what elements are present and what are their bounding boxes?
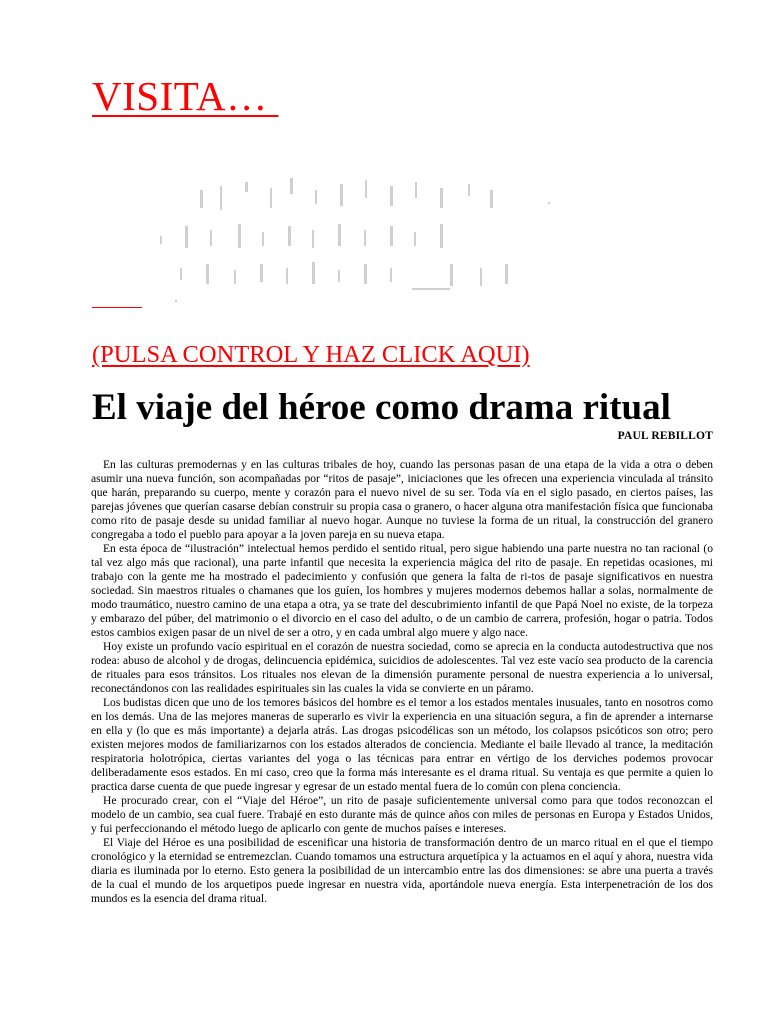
visita-link[interactable]: VISITA… [92, 73, 279, 119]
paragraph: En esta época de “ilustración” intelectual hemos perdido el sentido ritual, pero sigue habiendo una parte nuestra no tan racional (o tal vez algo más que racional), una parte infantil que necesita la experiencia mágica del rito de pasaje. En repetidas ocasiones, mi trabajo con la gente me ha mostrado el padecimiento y confusión que genera la falta de ri-tos de pasaje significativos en nuestra sociedad. Sin maestros rituales o chamanes que los guíen, los hombres y mujeres modernos debemos hallar a solas, normalmente de modo traumático, nuestro camino de una etapa a otra, ya se trate del descubrimiento infantil de que Papá Noel no existe, de la torpeza y embarazo del púber, del matrimonio o el divorcio en el caso del adulto, o de un cambio de carrera, profesión, hogar o patria. Todos estos cambios exigen pasar de un nivel de ser a otro, y en cada umbral algo muere y algo nace. [91, 543, 713, 639]
faint-logo-image [150, 160, 550, 310]
article-title: El viaje del héroe como drama ritual [92, 387, 671, 428]
paragraph: Los budistas dicen que uno de los temores básicos del hombre es el temor a los estados mentales inusuales, tanto en nosotros como en los demás. Una de las mejores maneras de superarlo es vivir la experiencia en una situación segura, a fin de aprender a internarse en ella y (lo que es más importante) a dejarla atrás. Las drogas psicodélicas son un método, los colapsos psicóticos son otro; pero existen mejores modos de familiarizarnos con los estados alterados de conciencia. Mediante el baile llevado al trance, la meditación respiratoria holotrópica, ciertas variantes del yoga o las técnicas para entrar en vértigo de los derviches podemos provocar deliberadamente esos estados. En mi caso, creo que la forma más interesante es el drama ritual. Su ventaja es que permite a quien lo practica darse cuenta de que puede ingresar y egresar de un estado mental fuera de lo común con plena conciencia. [91, 697, 713, 793]
link-underline-fragment [92, 307, 142, 308]
paragraph: El Viaje del Héroe es una posibilidad de escenificar una historia de transformación dentro de un marco ritual en el que el tiempo cronológico y la eternidad se entremezclan. Cuando tomamos una estructura arquetípica y la actuamos en el aquí y ahora, nuestra vida diaria es iluminada por lo eterno. Esto genera la posibilidad de un intercambio entre las dos dimensiones: se abre una puerta a través de la cual el mundo de los arquetipos puede ingresar en nuestra vida, aportándole nueva energía. Esta interpenetración de los dos mundos es la esencia del drama ritual. [91, 837, 713, 905]
paragraph: Hoy existe un profundo vacío espiritual en el corazón de nuestra sociedad, como se aprecia en la conducta autodestructiva que nos rodea: abuso de alcohol y de drogas, delincuencia epidémica, suicidios de adolescentes. Tal vez este vacío sea producto de la carencia de rituales para esos tránsitos. Los rituales nos elevan de la dimensión puramente personal de nuestra experiencia a lo universal, reconectándonos con las realidades espirituales sin las cuales la vida se convierte en un páramo. [91, 641, 713, 695]
pulsa-control-link[interactable]: (PULSA CONTROL Y HAZ CLICK AQUI) [92, 341, 530, 368]
article-body [91, 458, 713, 906]
paragraph: He procurado crear, con el “Viaje del Héroe”, un rito de pasaje suficientemente universal como para que todos reconozcan el modelo de un cambio, sea cual fuere. Trabajé en esto durante más de quince años con miles de personas en Europa y Estados Unidos, y fui perfeccionando el método luego de aplicarlo con gente de muchos países e intereses. [91, 795, 713, 835]
article-author: PAUL REBILLOT [617, 430, 713, 442]
paragraph: En las culturas premodernas y en las culturas tribales de hoy, cuando las personas pasan de una etapa de la vida a otra o deben asumir una nueva función, son acompañadas por “ritos de pasaje”, iniciaciones que les ofrecen una experiencia vinculada al tránsito que harán, preparando su cuerpo, mente y corazón para el nuevo nivel de su ser. Toda vía en el siglo pasado, en ciertos países, las parejas jóvenes que querían casarse debían construir su propia casa o granero, o hacer alguna otra manifestación física que funcionaba como rito de pasaje desde su unidad familiar al nuevo hogar. Aunque no tuviese la forma de un ritual, la construcción del granero congregaba a todo el pueblo para apoyar a la joven pareja en su nueva etapa. [91, 459, 713, 541]
